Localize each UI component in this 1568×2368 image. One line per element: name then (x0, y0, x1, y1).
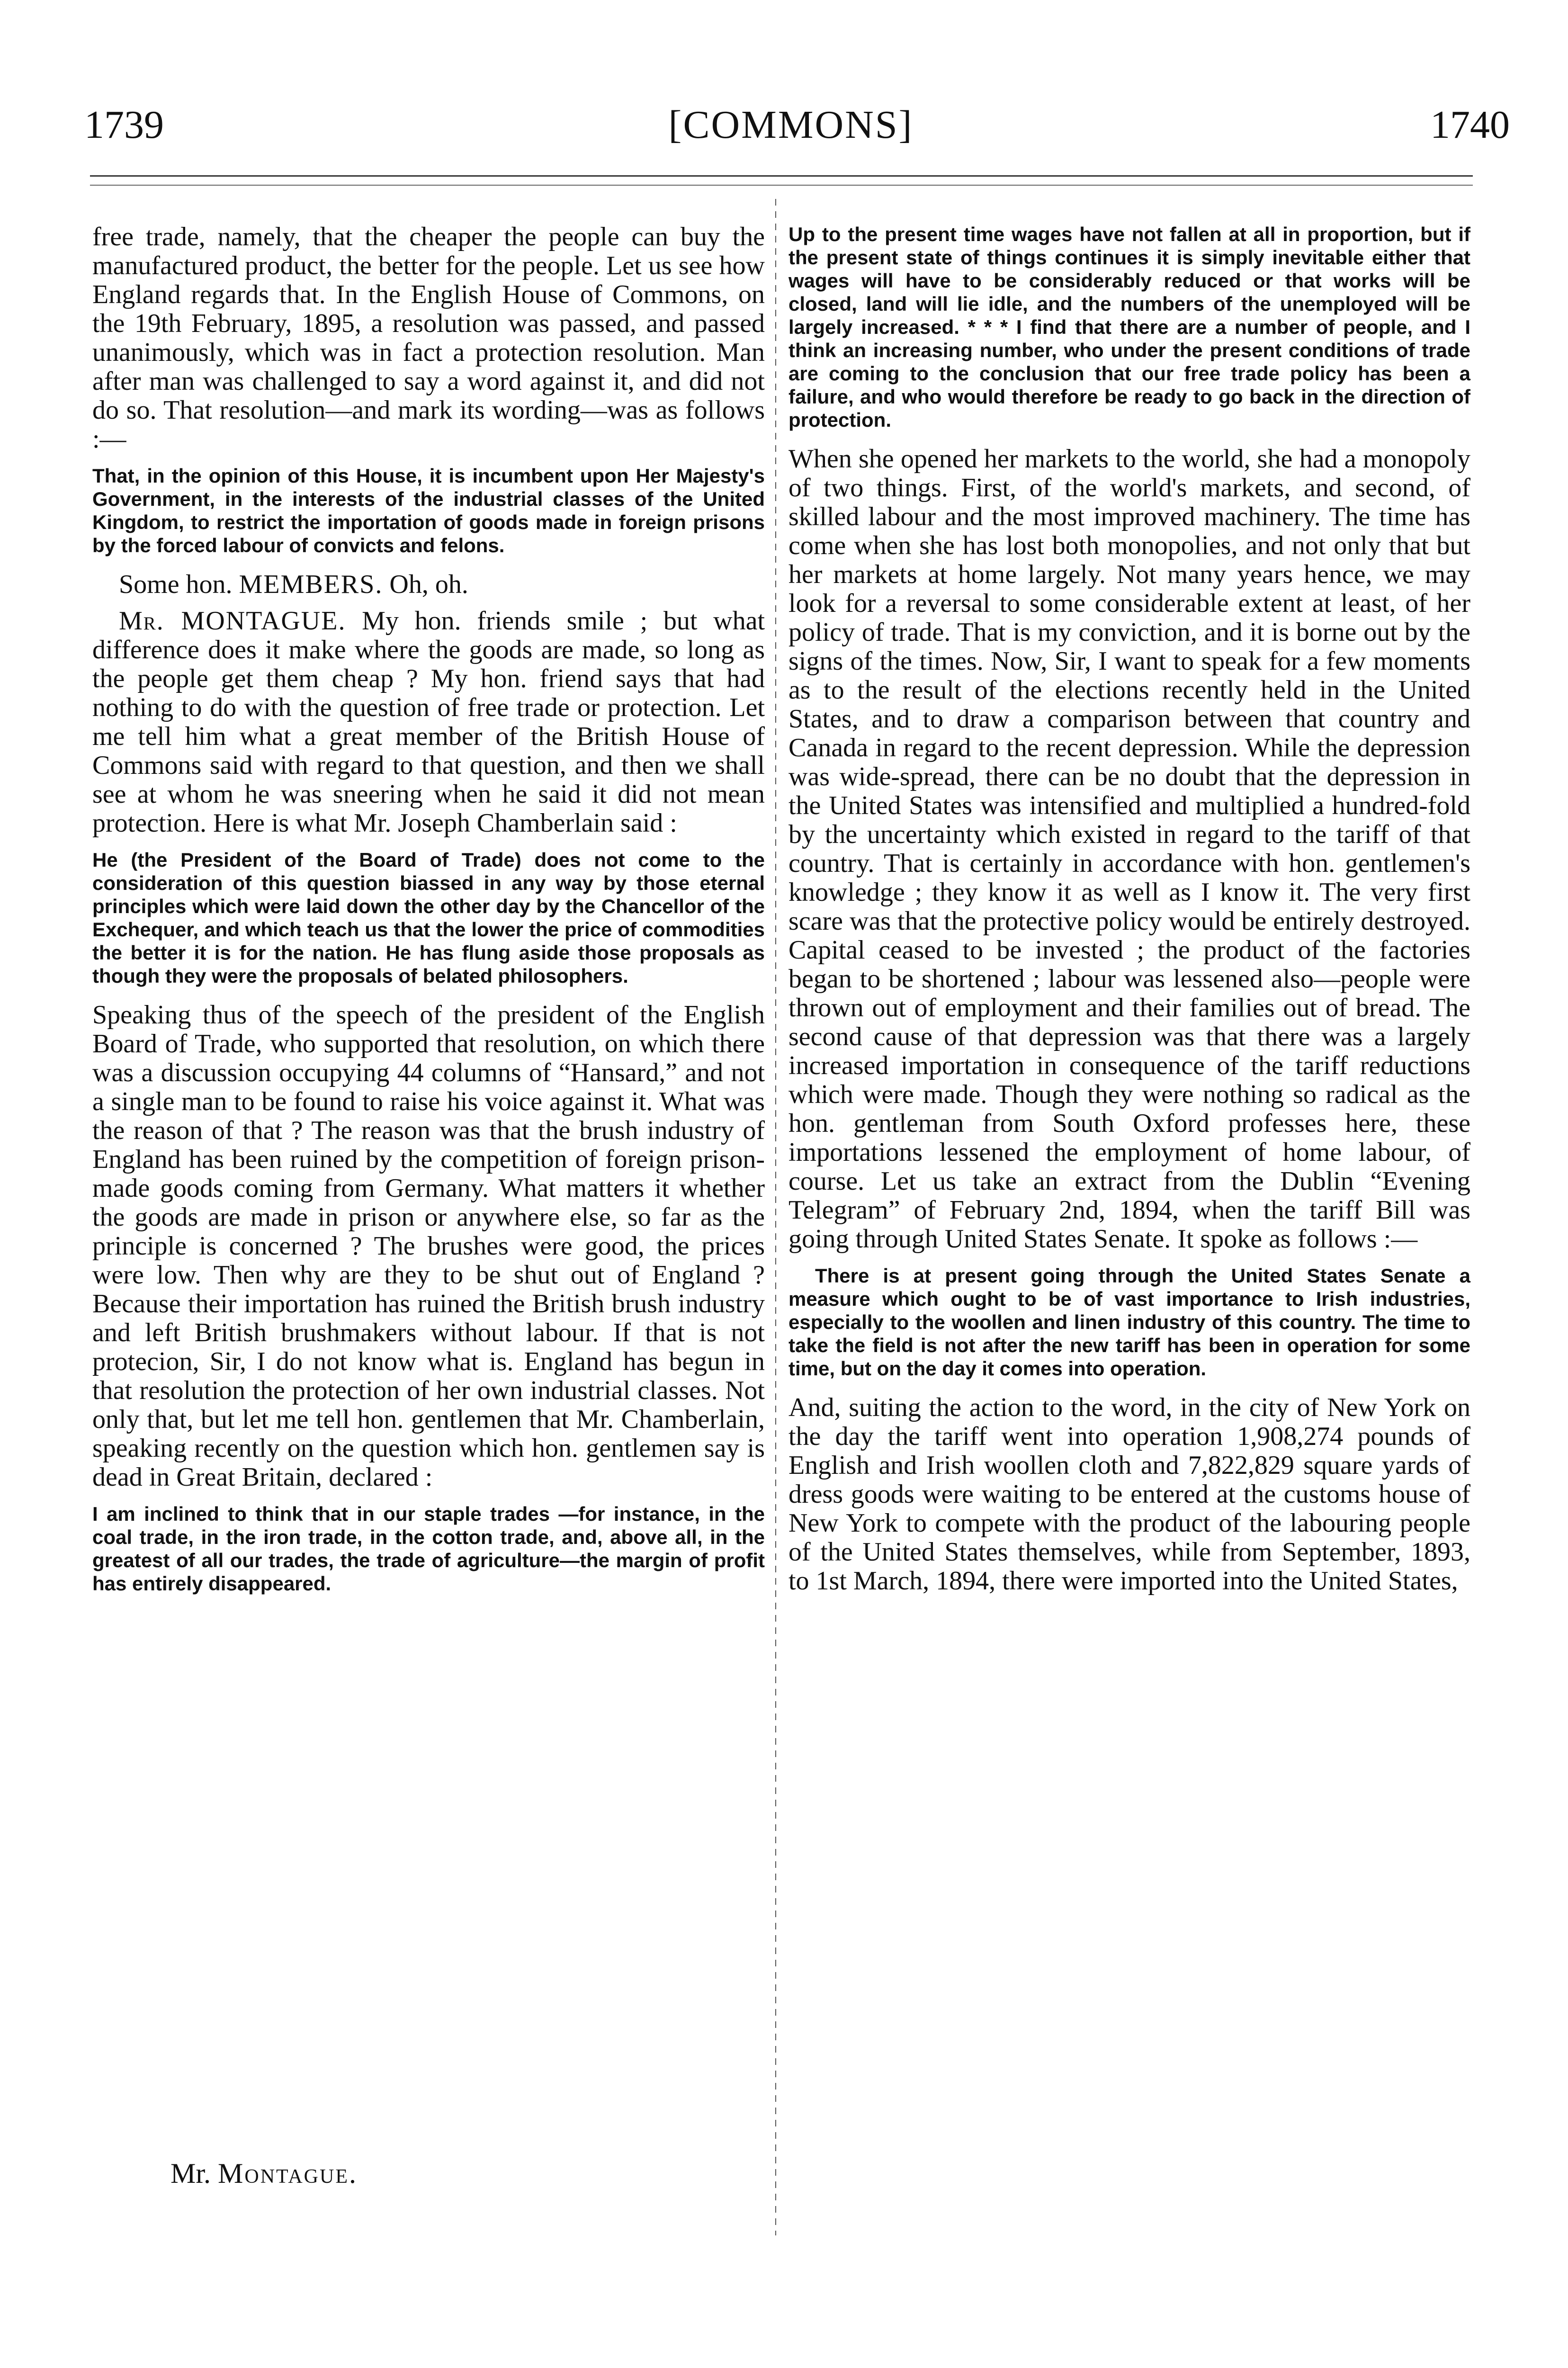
paragraph-text: My hon. friends smile ; but what difference does it make where the goods are made, so long as the people get them cheap ? My hon. friend says that had nothing to do with the question of free trade or protection. Let me tell him what a great member of the British House of Commons said with regard to that question, and then we shall see at whom he was sneering when he said it did not mean protection. Here is what Mr. Joseph Chamberlain said : (92, 606, 765, 838)
interjection-text: Oh, oh. (383, 570, 468, 599)
paragraph: free trade, namely, that the cheaper the people can buy the manufactured product, the better for the people. Let us see how England regards that. In the English House of Commons, on the 19th February, 1895, a resolution was passed, and passed unanimously, which was in fact a protection resolution. Man after man was challenged to say a word against it, and did not do so. That resolution—and mark its wording—was as follows :— (92, 222, 765, 454)
quotation: There is at present going through the United States Senate a measure which ought to be of vast importance to Irish industries, especially to the woollen and linen industry of this country. The time to take the field is not after the new tariff has been in operation for some time, but on the day it comes into operation. (788, 1265, 1470, 1380)
paragraph (92, 607, 765, 838)
interjection-speaker: MEMBERS. (239, 570, 383, 599)
right-page-number: 1740 (1430, 103, 1510, 147)
paragraph: And, suiting the action to the word, in the city of New York on the day the tariff went into operation 1,908,274 pounds of English and Irish woollen cloth and 7,822,829 square yards of dress goods were waiting to be entered at the customs house of New York to compete with the product of the labouring people of the United States themselves, while from September, 1893, to 1st March, 1894, there were imported into the United States, (788, 1393, 1470, 1596)
header-rule (90, 175, 1473, 177)
left-page-number: 1739 (84, 103, 164, 147)
left-column (92, 223, 765, 1608)
quotation: He (the President of the Board of Trade) does not come to the consideration of this question biassed in any way by those eternal principles which were laid down the other day by the Chancellor of the Exchequer, and which teach us that the lower the price of commodities the better it is for the nation. He has flung aside those proposals as though they were the proposals of belated philosophers. (92, 849, 765, 987)
running-title: [COMMONS] (668, 103, 914, 147)
footer-speaker-name: Montague. (218, 2158, 358, 2189)
quotation: Up to the present time wages have not fallen at all in proportion, but if the present state of things continues it is simply inevitable either that wages will have to be considerably reduced or that works will be closed, land will lie idle, and the numbers of the unemployed will be largely increased. * * * I find that there are a number of people, and I think an increasing number, who under the present conditions of trade are coming to the conclusion that our free trade policy has been a failure, and who would therefore be ready to go back in the direction of protection. (788, 223, 1470, 431)
interjection (92, 570, 765, 599)
paragraph: Speaking thus of the speech of the president of the English Board of Trade, who supported that resolution, on which there was a discussion occupying 44 columns of “Hansard,” and not a single man to be found to raise his voice against it. What was the reason of that ? The reason was that the brush industry of England has been ruined by the competition of foreign prison-made goods coming from Germany. What matters it whether the goods are made in prison or anywhere else, so far as the principle is concerned ? The brushes were good, the prices were low. Then why are they to be shut out of England ? Because their importation has ruined the British brush industry and left British brushmakers without labour. If that is not protecion, Sir, I do not know what is. England has begun in that resolution the protection of her own industrial classes. Not only that, but let me tell hon. gentlemen that Mr. Chamberlain, speaking recently on the question which hon. gentlemen say is dead in Great Britain, declared : (92, 1000, 765, 1492)
page-footer-speaker (170, 2157, 358, 2190)
quotation: I am inclined to think that in our staple trades —for instance, in the coal trade, in the iron trade, in the cotton trade, and, above all, in the greatest of all our trades, the trade of agriculture—the margin of profit has entirely disappeared. (92, 1503, 765, 1595)
quotation: That, in the opinion of this House, it is incumbent upon Her Majesty's Government, in the interests of the industrial classes of the United Kingdom, to restrict the importation of goods made in foreign prisons by the forced labour of convicts and felons. (92, 465, 765, 556)
column-divider (775, 199, 776, 2235)
paragraph: When she opened her markets to the world, she had a monopoly of two things. First, of the world's markets, and second, of skilled labour and the most improved machinery. The time has come when she has lost both monopolies, and not only that but her markets at home largely. Not many years hence, we may look for a reversal to some considerable extent at least, of her policy of trade. That is my conviction, and it is borne out by the signs of the times. Now, Sir, I want to speak for a few moments as to the result of the elections recently held in the United States, and to draw a comparison between that country and Canada in regard to the recent depression. While the depression was wide-spread, there can be no doubt that the depression in the United States was intensified and multiplied a hundred-fold by the uncertainty which existed in regard to the tariff of that country. That is certainly in accordance with hon. gentlemen's knowledge ; they know it as well as I know it. The very first scare was that the protective policy would be entirely destroyed. Capital ceased to be invested ; the product of the factories began to be shortened ; labour was lessened also—people were thrown out of employment and their families out of bread. The second cause of that depression was that there was a largely increased importation in consequence of the tariff reductions which were made. Though they were nothing so radical as the hon. gentleman from South Oxford professes here, these importations lessened the employment of home labour, of course. Let us take an extract from the Dublin “Evening Telegram” of February 2nd, 1894, when the tariff Bill was going through United States Senate. It spoke as follows :— (788, 444, 1470, 1254)
speaker-name: Mr. MONTAGUE. (119, 606, 346, 636)
footer-speaker-prefix: Mr. (170, 2158, 218, 2189)
header-rule-thin (90, 185, 1473, 186)
interjection-prefix: Some hon. (119, 570, 239, 599)
right-column (788, 223, 1470, 1602)
